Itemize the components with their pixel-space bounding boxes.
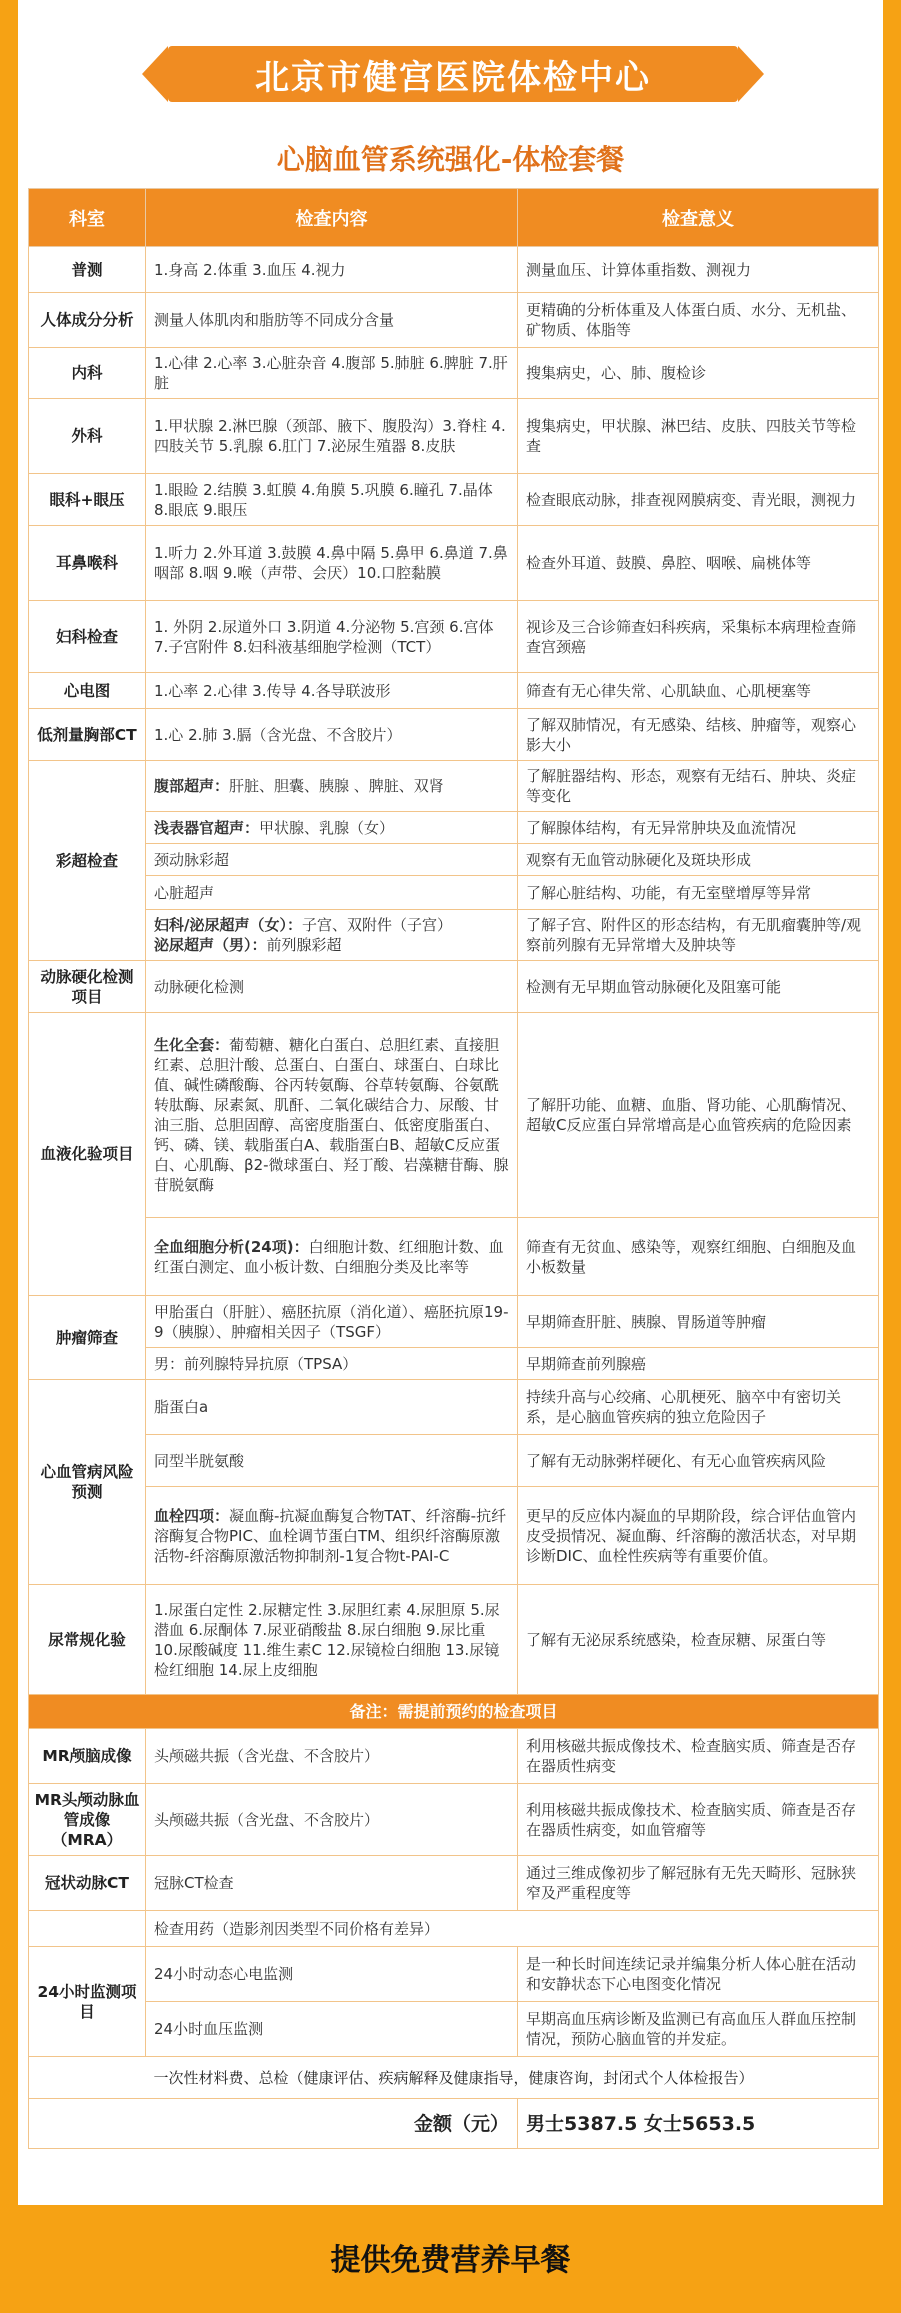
- row-content: 心脏超声: [146, 876, 518, 910]
- row-content: 同型半胱氨酸: [146, 1435, 518, 1487]
- row-dept: 血液化验项目: [29, 1013, 146, 1296]
- row-content: 1.眼睑 2.结膜 3.虹膜 4.角膜 5.巩膜 6.瞳孔 7.晶体 8.眼底 9.眼压: [146, 474, 518, 526]
- misc-row: [29, 2057, 879, 2099]
- row-meaning: 搜集病史，甲状腺、淋巴结、皮肤、四肢关节等检查: [518, 399, 879, 474]
- exam-table: [28, 188, 879, 2149]
- table-row: [29, 876, 879, 910]
- row-content: [146, 910, 518, 961]
- table-row: [29, 1947, 879, 2002]
- row-dept: 彩超检查: [29, 761, 146, 961]
- price-label: 金额（元）: [29, 2099, 518, 2149]
- row-dept: 妇科检查: [29, 601, 146, 673]
- table-row: [29, 1856, 879, 1911]
- row-meaning: 早期筛查肝脏、胰腺、胃肠道等肿瘤: [518, 1296, 879, 1348]
- item-text: 白细胞计数、红细胞计数、血红蛋白测定、血小板计数、白细胞分类及比率等: [154, 1237, 504, 1276]
- table-row: [29, 247, 879, 293]
- row-content: 1.心 2.肺 3.膈（含光盘、不含胶片）: [146, 709, 518, 761]
- row-dept: 肿瘤筛查: [29, 1296, 146, 1380]
- table-row: [29, 910, 879, 961]
- row-content: 1.听力 2.外耳道 3.鼓膜 4.鼻中隔 5.鼻甲 6.鼻道 7.鼻咽部 8.咽 9.喉（声带、会厌）10.口腔黏膜: [146, 526, 518, 601]
- row-meaning: 了解有无动脉粥样硬化、有无心血管疾病风险: [518, 1435, 879, 1487]
- row-content: 动脉硬化检测: [146, 961, 518, 1013]
- row-content: [146, 1487, 518, 1585]
- booking-note: 备注：需提前预约的检查项目: [29, 1695, 879, 1729]
- row-content: [146, 761, 518, 812]
- col-header-dept: 科室: [29, 189, 146, 247]
- row-dept: 内科: [29, 348, 146, 399]
- price-value: 男士5387.5 女士5653.5: [518, 2099, 879, 2149]
- row-meaning: 利用核磁共振成像技术、检查脑实质、筛查是否存在器质性病变: [518, 1729, 879, 1784]
- table-row: [29, 812, 879, 844]
- row-meaning: 了解双肺情况，有无感染、结核、肿瘤等，观察心影大小: [518, 709, 879, 761]
- row-meaning: 更精确的分析体重及人体蛋白质、水分、无机盐、矿物质、体脂等: [518, 293, 879, 348]
- row-content: 测量人体肌肉和脂肪等不同成分含量: [146, 293, 518, 348]
- row-meaning: 通过三维成像初步了解冠脉有无先天畸形、冠脉狭窄及严重程度等: [518, 1856, 879, 1911]
- row-meaning: 检测有无早期血管动脉硬化及阻塞可能: [518, 961, 879, 1013]
- row-content: 头颅磁共振（含光盘、不含胶片）: [146, 1784, 518, 1856]
- table-row: [29, 1380, 879, 1435]
- row-dept: 24小时监测项目: [29, 1947, 146, 2057]
- table-row: [29, 1784, 879, 1856]
- row-meaning: 了解脏器结构、形态，观察有无结石、肿块、炎症等变化: [518, 761, 879, 812]
- row-content: 1.尿蛋白定性 2.尿糖定性 3.尿胆红素 4.尿胆原 5.尿潜血 6.尿酮体 7.尿亚硝酸盐 8.尿白细胞 9.尿比重 10.尿酸碱度 11.维生素C 12.尿镜检白细胞 13.尿镜检红细胞 14.尿上皮细胞: [146, 1585, 518, 1695]
- row-content: 1.心律 2.心率 3.心脏杂音 4.腹部 5.肺脏 6.脾脏 7.肝脏: [146, 348, 518, 399]
- table-row: [29, 1218, 879, 1296]
- row-meaning: 了解子宫、附件区的形态结构，有无肌瘤囊肿等/观察前列腺有无异常增大及肿块等: [518, 910, 879, 961]
- row-dept: 普测: [29, 247, 146, 293]
- row-content: 24小时动态心电监测: [146, 1947, 518, 2002]
- table-row: [29, 1296, 879, 1348]
- table-row: [29, 1435, 879, 1487]
- row-dept: 心血管病风险预测: [29, 1380, 146, 1585]
- row-dept: 心电图: [29, 673, 146, 709]
- table-header-row: [29, 189, 879, 247]
- item-label: 腹部超声：: [154, 777, 230, 795]
- table-row: [29, 1348, 879, 1380]
- item-label: 浅表器官超声：: [154, 818, 260, 837]
- row-meaning: 搜集病史，心、肺、腹检诊: [518, 348, 879, 399]
- table-row: [29, 761, 879, 812]
- row-content: 1.甲状腺 2.淋巴腺（颈部、腋下、腹股沟）3.脊柱 4.四肢关节 5.乳腺 6.肛门 7.泌尿生殖器 8.皮肤: [146, 399, 518, 474]
- row-meaning: 测量血压、计算体重指数、测视力: [518, 247, 879, 293]
- item-label: 血栓四项：: [154, 1506, 230, 1525]
- table-row: [29, 399, 879, 474]
- row-dept: MR头颅动脉血管成像（MRA）: [29, 1784, 146, 1856]
- col-header-content: 检查内容: [146, 189, 518, 247]
- table-row: [29, 601, 879, 673]
- row-meaning: 更早的反应体内凝血的早期阶段，综合评估血管内皮受损情况、凝血酶、纤溶酶的激活状态，对早期诊断DIC、血栓性疾病等有重要价值。: [518, 1487, 879, 1585]
- item-text: 子宫、双附件（子宫）: [301, 916, 452, 934]
- table-row: [29, 2002, 879, 2057]
- table-row: [29, 1729, 879, 1784]
- poster-page: [18, 0, 883, 2313]
- row-content: [146, 1013, 518, 1218]
- table-row: [29, 474, 879, 526]
- footer-breakfast: 提供免费营养早餐: [330, 2243, 571, 2278]
- table-row: [29, 526, 879, 601]
- row-content: 1.心率 2.心律 3.传导 4.各导联波形: [146, 673, 518, 709]
- row-meaning: 了解腺体结构，有无异常肿块及血流情况: [518, 812, 879, 844]
- row-content: [146, 812, 518, 844]
- item-text: 葡萄糖、糖化白蛋白、总胆红素、直接胆红素、总胆汁酸、总蛋白、白蛋白、球蛋白、白球比值、碱性磷酸酶、谷丙转氨酶、谷草转氨酶、谷氨酰转肽酶、尿素氮、肌酐、二氧化碳结合力、尿酸、甘油三脂、总胆固醇、高密度脂蛋白、低密度脂蛋白、钙、磷、镁、载脂蛋白A、载脂蛋白B、超敏C反应蛋白、心肌酶、β2-微球蛋白、羟丁酸、岩藻糖苷酶、腺苷脱氨酶: [154, 1036, 509, 1194]
- table-row: [29, 1487, 879, 1585]
- item-label: 全血细胞分析(24项)：: [154, 1237, 309, 1256]
- row-meaning: 了解有无泌尿系统感染，检查尿糖、尿蛋白等: [518, 1585, 879, 1695]
- row-meaning: 筛查有无心律失常、心肌缺血、心肌梗塞等: [518, 673, 879, 709]
- item-text: 肝脏、胆囊、胰腺 、脾脏、双肾: [229, 777, 444, 795]
- row-dept: 外科: [29, 399, 146, 474]
- row-meaning: 检查外耳道、鼓膜、鼻腔、咽喉、扁桃体等: [518, 526, 879, 601]
- item-label: 泌尿超声（男）：: [154, 936, 267, 954]
- row-content: 甲胎蛋白（肝脏）、癌胚抗原（消化道）、癌胚抗原19-9（胰腺）、肿瘤相关因子（TSGF）: [146, 1296, 518, 1348]
- table-row: [29, 961, 879, 1013]
- item-label: 生化全套：: [154, 1036, 230, 1054]
- row-meaning: 筛查有无贫血、感染等，观察红细胞、白细胞及血小板数量: [518, 1218, 879, 1296]
- table-row: [29, 348, 879, 399]
- item-text: 前列腺彩超: [266, 936, 342, 954]
- table-row: [29, 1911, 879, 1947]
- package-subtitle: 心脑血管系统强化-体检套餐: [276, 143, 625, 176]
- row-meaning: 观察有无血管动脉硬化及斑块形成: [518, 844, 879, 876]
- misc-fees: 一次性材料费、总检（健康评估、疾病解释及健康指导，健康咨询，封闭式个人体检报告）: [29, 2057, 879, 2099]
- table-row: [29, 1013, 879, 1218]
- row-meaning: 早期筛查前列腺癌: [518, 1348, 879, 1380]
- row-dept: 动脉硬化检测项目: [29, 961, 146, 1013]
- row-content: [146, 1218, 518, 1296]
- row-content: 男：前列腺特异抗原（TPSA）: [146, 1348, 518, 1380]
- row-content: 头颅磁共振（含光盘、不含胶片）: [146, 1729, 518, 1784]
- row-meaning: 持续升高与心绞痛、心肌梗死、脑卒中有密切关系，是心脑血管疾病的独立危险因子: [518, 1380, 879, 1435]
- row-content: 1.身高 2.体重 3.血压 4.视力: [146, 247, 518, 293]
- table-row: [29, 673, 879, 709]
- row-dept: 低剂量胸部CT: [29, 709, 146, 761]
- row-content: 脂蛋白a: [146, 1380, 518, 1435]
- row-meaning: 是一种长时间连续记录并编集分析人体心脏在活动和安静状态下心电图变化情况: [518, 1947, 879, 2002]
- item-text: 甲状腺、乳腺（女）: [259, 818, 395, 837]
- row-content: 颈动脉彩超: [146, 844, 518, 876]
- table-row: [29, 1585, 879, 1695]
- row-meaning: 检查眼底动脉，排查视网膜病变、青光眼，测视力: [518, 474, 879, 526]
- row-dept: 冠状动脉CT: [29, 1856, 146, 1911]
- row-meaning: 早期高血压病诊断及监测已有高血压人群血压控制情况，预防心脑血管的并发症。: [518, 2002, 879, 2057]
- row-dept: 人体成分分析: [29, 293, 146, 348]
- row-content: 24小时血压监测: [146, 2002, 518, 2057]
- row-meaning: 视诊及三合诊筛查妇科疾病，采集标本病理检查筛查宫颈癌: [518, 601, 879, 673]
- row-dept: 耳鼻喉科: [29, 526, 146, 601]
- row-meaning: 利用核磁共振成像技术、检查脑实质、筛查是否存在器质性病变，如血管瘤等: [518, 1784, 879, 1856]
- booking-note-row: [29, 1695, 879, 1729]
- row-dept-empty: [29, 1911, 146, 1947]
- row-dept: MR颅脑成像: [29, 1729, 146, 1784]
- page-title: 北京市健宫医院体检中心: [168, 46, 738, 102]
- item-text: 凝血酶-抗凝血酶复合物TAT、纤溶酶-抗纤溶酶复合物PIC、血栓调节蛋白TM、组织纤溶酶原激活物-纤溶酶原激活物抑制剂-1复合物t-PAI-C: [154, 1506, 507, 1565]
- col-header-meaning: 检查意义: [518, 189, 879, 247]
- table-row: [29, 293, 879, 348]
- item-label: 妇科/泌尿超声（女）：: [154, 916, 302, 934]
- row-content: 1. 外阴 2.尿道外口 3.阴道 4.分泌物 5.宫颈 6.宫体 7.子宫附件 8.妇科液基细胞学检测（TCT）: [146, 601, 518, 673]
- row-dept: 尿常规化验: [29, 1585, 146, 1695]
- price-row: [29, 2099, 879, 2149]
- table-row: [29, 709, 879, 761]
- row-meaning: 了解肝功能、血糖、血脂、肾功能、心肌酶情况、超敏C反应蛋白异常增高是心血管疾病的危险因素: [518, 1013, 879, 1218]
- row-content: 检查用药（造影剂因类型不同价格有差异）: [146, 1911, 879, 1947]
- table-row: [29, 844, 879, 876]
- row-meaning: 了解心脏结构、功能，有无室壁增厚等异常: [518, 876, 879, 910]
- row-content: 冠脉CT检查: [146, 1856, 518, 1911]
- row-dept: 眼科+眼压: [29, 474, 146, 526]
